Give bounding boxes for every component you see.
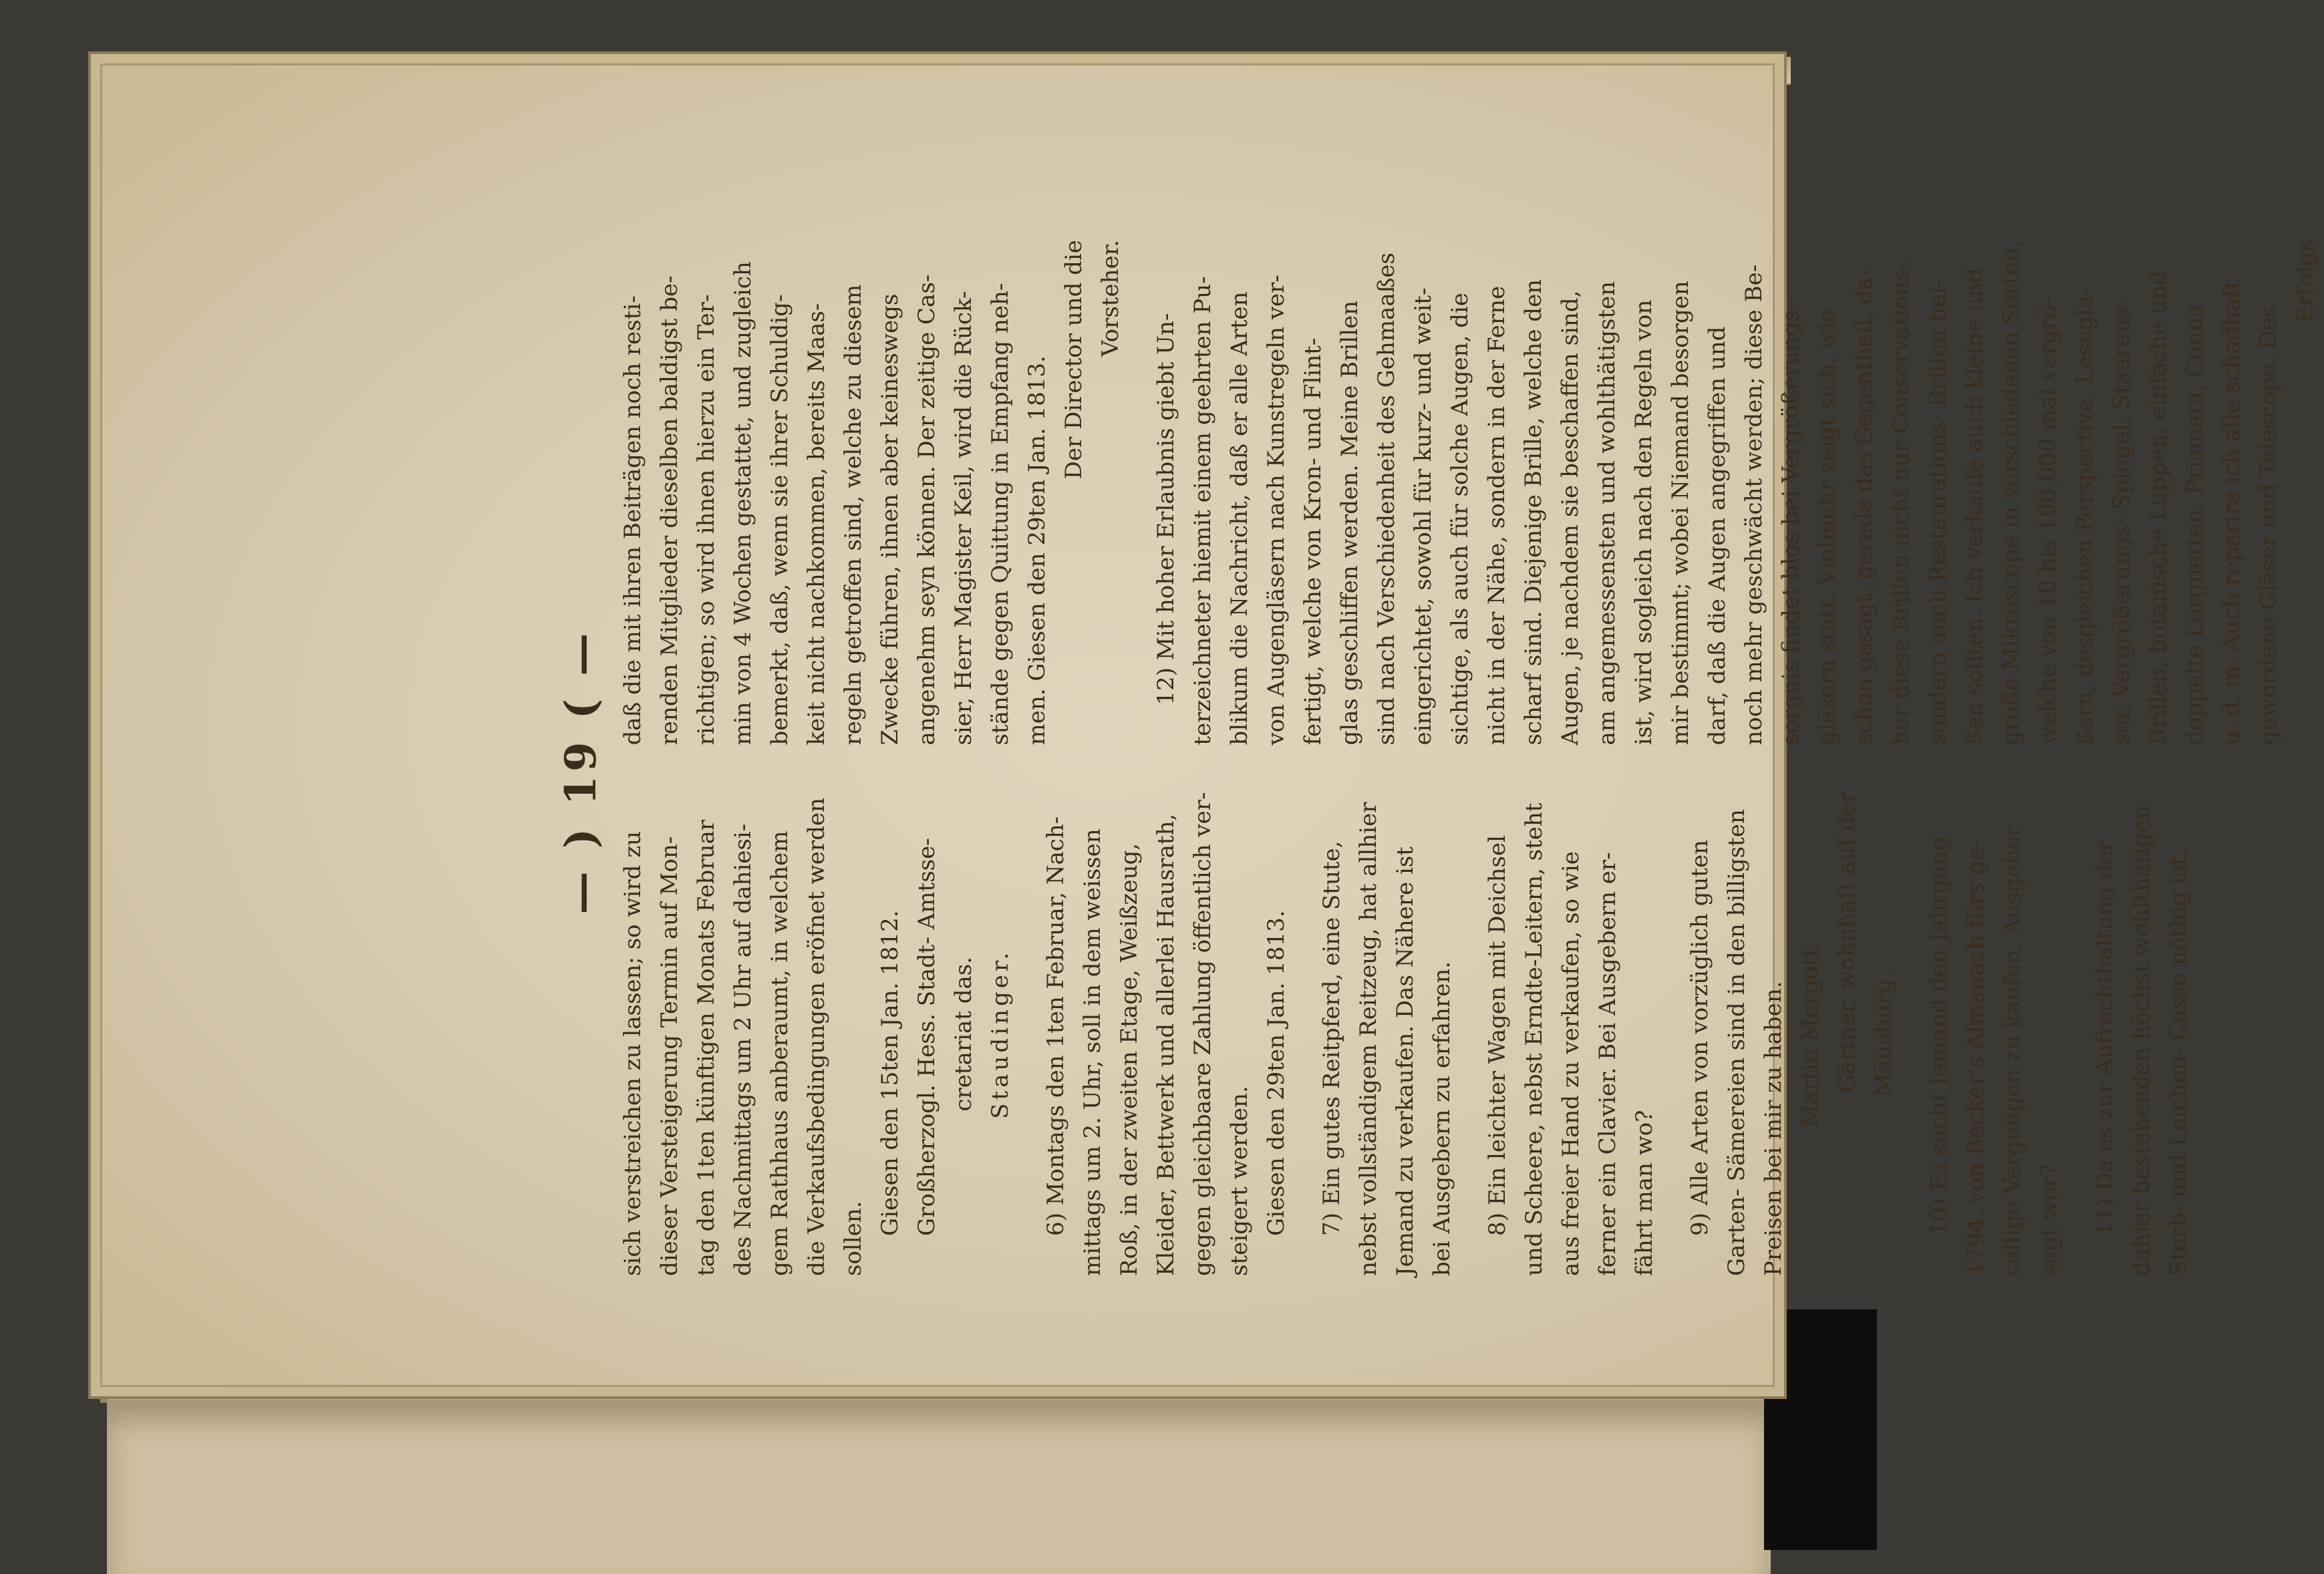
- text-line: Martin Mergott,: [1797, 940, 1824, 1128]
- text-line: mittags um 2. Uhr, soll in dem weissen: [1079, 828, 1106, 1276]
- text-line: regeln getroffen sind, welche zu diesem: [840, 284, 867, 746]
- text-line: sich verstreichen zu lassen; so wird zu: [619, 830, 646, 1276]
- lower-page: [107, 1396, 1771, 1574]
- text-line: Jemand zu verkaufen. Das Nähere ist: [1392, 846, 1419, 1276]
- text-line: bemerkt, daß, wenn sie ihrer Schuldig-: [766, 294, 793, 746]
- text-line: sagt wer?: [2036, 1164, 2063, 1276]
- text-line: schon gesagt, gerade das Gegentheil, da-: [1851, 269, 1878, 746]
- text-line: scharf sind. Diejenige Brille, welche den: [1520, 279, 1547, 746]
- text-line: stände gegen Quittung in Empfang neh-: [987, 283, 1014, 746]
- text-line: ßern, desgleichen Perspective, Lesegla-: [2071, 287, 2098, 746]
- text-line: Giesen den 29ten Jan. 1813.: [1263, 910, 1290, 1236]
- text-line: terzeichneter hiemit einem geehrten Pu-: [1189, 276, 1216, 746]
- text-line: renden Mitglieder dieselben baldigst be-: [656, 275, 683, 746]
- text-line: sorgnis findet blos bei Vergrößerungs-: [1777, 302, 1804, 746]
- text-line: tag den 1ten künftigen Monats Februar: [693, 820, 720, 1276]
- text-line: sollen.: [840, 1201, 867, 1276]
- text-line: welche von 10 bis 100,000 mal vergrö-: [2035, 297, 2061, 746]
- text-line: 9) Alle Arten von vorzüglich guten: [1687, 840, 1713, 1236]
- right-column: [615, 240, 2324, 745]
- text-line: die Verkaufsbedingungen eröfnet werden: [803, 798, 830, 1276]
- text-line: 7) Ein gutes Reitpferd, eine Stute,: [1318, 840, 1345, 1236]
- text-line: Großherzogl. Hess. Stadt- Amtsse-: [913, 838, 940, 1236]
- text-line: ßen sollten. Ich verkaufe auch kleine und: [1961, 268, 1988, 746]
- text-line: darf, daß die Augen angegriffen und: [1704, 326, 1731, 746]
- text-line: noch mehr geschwächt werden; diese Be-: [1741, 264, 1767, 746]
- text-line: aus freier Hand zu verkaufen, so wie: [1558, 851, 1584, 1276]
- text-line: Giesen den 15ten Jan. 1812.: [877, 910, 903, 1236]
- text-line: 6) Montags den 1ten Februar, Nach-: [1042, 816, 1069, 1236]
- text-line: 10) Es sucht Jemand den Jahrgang: [1926, 836, 1952, 1236]
- text-line: sier, Herr Magister Keil, wird die Rück-: [950, 291, 977, 746]
- text-line: gläsern statt. Vielmehr zeigt sich, wie: [1814, 309, 1841, 746]
- text-line: dieser Versteigerung Termin auf Mon-: [656, 836, 683, 1276]
- background-band: [1764, 1309, 1877, 1550]
- text-line: men. Giesen den 29ten Jan. 1813.: [1024, 355, 1050, 746]
- text-line: Preisen bei mir zu haben.: [1760, 981, 1787, 1276]
- text-line: ist, wird sogleich nach den Regeln von: [1630, 299, 1657, 746]
- text-line: ferner ein Clavier. Bei Ausgebern er-: [1594, 852, 1621, 1276]
- text-line: Kleider, Bettwerk und allerlei Hausrath,: [1153, 813, 1179, 1276]
- text-line: steigert werden.: [1226, 1086, 1253, 1276]
- text-line: Vorsteher.: [1097, 240, 1124, 357]
- text-line: angenehm seyn können. Der zeitige Cas-: [913, 274, 940, 746]
- text-line: große Mikroscope in verschiedenen Sorten,: [1998, 240, 2025, 746]
- text-line: Roß, in der zweiten Etage, Weißzeug,: [1116, 842, 1143, 1276]
- text-line: Erfolgs: [2292, 240, 2319, 323]
- text-line: Sterb- und Leichen- Casse nöthig ist,: [2165, 849, 2192, 1276]
- text-line: Garten- Sämereien sind in den billigsten: [1723, 809, 1750, 1276]
- text-line: blikum die Nachricht, daß er alle Arten: [1226, 291, 1253, 746]
- text-line: des Nachmittags um 2 Uhr auf dahiesi-: [730, 823, 756, 1276]
- text-line: richtigen; so wird ihnen hierzu ein Ter-: [693, 294, 720, 746]
- text-line: am angemessensten und wohlthätigsten: [1594, 281, 1620, 746]
- text-line: 8) Ein leichter Wagen mit Deichsel: [1484, 835, 1511, 1236]
- text-line: sind nach Verschiedenheit des Gehmaaßes: [1373, 253, 1400, 746]
- page-header: — ) 19 ( —: [556, 629, 606, 915]
- text-line: 12) Mit hoher Erlaubnis giebt Un-: [1153, 313, 1179, 705]
- text-line: sichtige, als auch für solche Augen, die: [1447, 293, 1473, 746]
- text-line: und Scheere, nebst Erndte-Leitern, steht: [1521, 802, 1548, 1276]
- text-line: bei Ausgebern zu erfahren.: [1429, 961, 1455, 1276]
- text-line: cretariat das.: [950, 957, 977, 1112]
- text-line: mir bestimmt; wobei Niemand besorgen: [1667, 281, 1694, 746]
- text-line: daß die mit ihren Beiträgen noch resti-: [619, 295, 646, 746]
- text-line: Der Director und die: [1060, 240, 1087, 480]
- text-line: min von 4 Wochen gestattet, und zugleich: [730, 261, 756, 746]
- text-line: keit nicht nachkommen, bereits Maas-: [803, 303, 830, 746]
- text-line: glas geschliffen werden. Meine Brillen: [1336, 300, 1363, 746]
- text-line: fährt man wo?: [1631, 1110, 1658, 1276]
- text-line: nicht in der Nähe, sondern in der Ferne: [1483, 285, 1510, 746]
- text-line: Mäusburg.: [1870, 971, 1897, 1097]
- text-line: doppelte Lorgnetten, Prismata, Conus: [2182, 305, 2208, 746]
- text-line: fertigt, welche von Kron- und Flint-: [1300, 337, 1326, 746]
- text-line: Gärtner, wohnhaft auf der: [1834, 792, 1860, 1093]
- text-line: u. d. m. Auch reparire ich alle schadhaft: [2218, 280, 2245, 746]
- text-line: Staudinger.: [987, 949, 1014, 1119]
- page-text-rotated: [556, 240, 2319, 1276]
- text-line: nebst vollständigem Reitzeug, hat allhier: [1355, 802, 1382, 1276]
- text-line: von Augengläsern nach Kunstregeln ver-: [1263, 275, 1290, 746]
- text-line: sondern auch Restaurations- Brillen hei-: [1924, 279, 1951, 746]
- text-line: Brillen, botanische Luppen, einfache und: [2145, 270, 2172, 746]
- text-line: Zwecke führen, ihnen aber keineswegs: [877, 293, 903, 746]
- text-line: dahier bestehenden höchst wohlthätigen: [2128, 804, 2155, 1276]
- text-line: gem Rathhaus anberaumt, in welchem: [766, 830, 793, 1276]
- left-column: [615, 792, 2324, 1276]
- text-line: gegen gleichbaare Zahlung öffentlich ver-: [1189, 792, 1216, 1276]
- text-line: her diese Brillen nicht nur Conservations-,: [1888, 255, 1914, 746]
- text-line: sellige Vergnügen zu kaufen. Ausgeber: [1999, 825, 2026, 1276]
- text-columns: [615, 240, 2324, 1276]
- text-line: eingerichtet, sowohl für kurz- und weit-: [1410, 287, 1437, 746]
- text-line: gewordene Gläser und Telescope. Des: [2255, 305, 2282, 746]
- text-line: 1794. von Becker's Almanach fürs ge-: [1963, 839, 1989, 1276]
- text-line: 11) Da es zur Aufrechthaltung der: [2091, 840, 2118, 1236]
- text-line: ser, Vergrößerungs- Spiegel, Staarens-: [2108, 299, 2135, 746]
- text-line: Augen, je nachdem sie beschaffen sind,: [1557, 290, 1584, 746]
